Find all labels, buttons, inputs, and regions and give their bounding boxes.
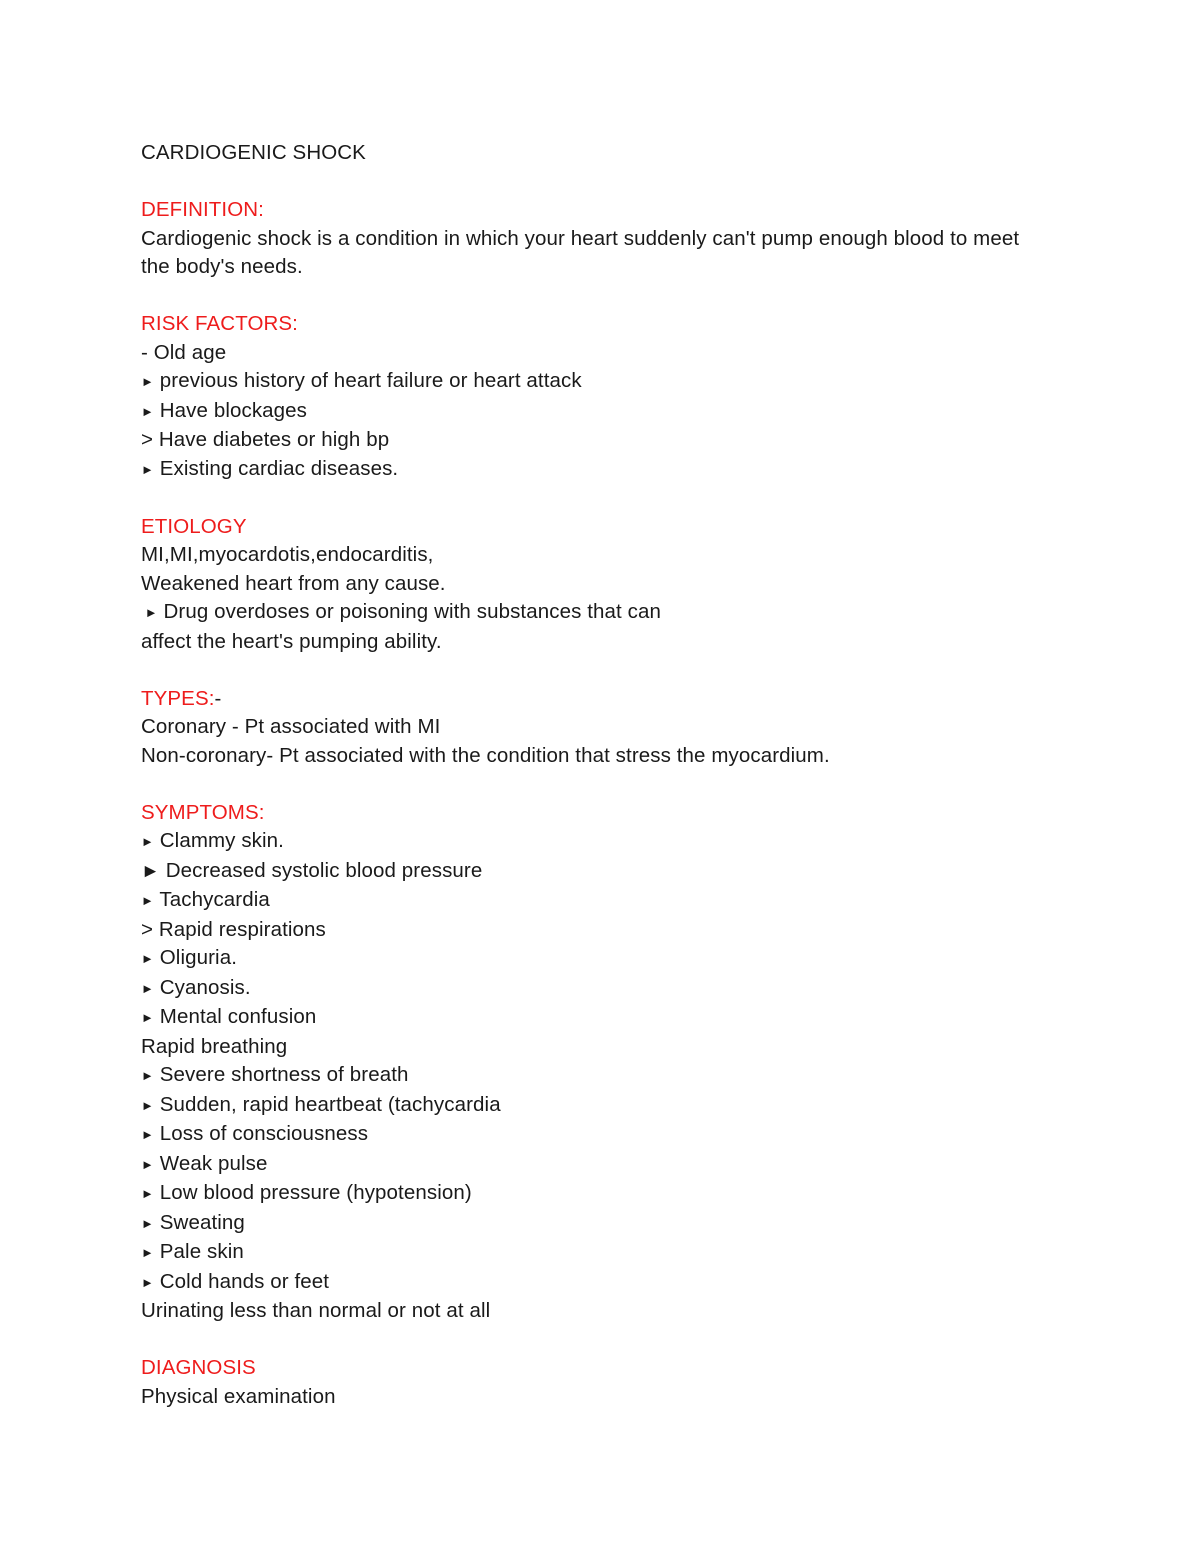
symptom-text: Sudden, rapid heartbeat (tachycardia — [153, 1092, 501, 1116]
symptom-text: Cyanosis. — [153, 975, 251, 999]
types-heading-line — [141, 685, 1101, 714]
types-line: Non-coronary- Pt associated with the condition that stress the myocardium. — [141, 743, 830, 767]
symptom-item — [141, 886, 1101, 916]
triangle-bullet-icon: ► — [141, 374, 154, 389]
definition-heading: DEFINITION: — [141, 198, 264, 221]
symptom-item — [141, 916, 1101, 945]
symptom-item — [141, 1091, 1101, 1121]
triangle-bullet-icon: ► — [141, 893, 154, 908]
triangle-bullet-icon: ► — [141, 605, 158, 620]
triangle-bullet-icon: ► — [141, 1215, 154, 1231]
symptom-text: Clammy skin. — [153, 829, 284, 852]
symptom-item — [141, 1120, 1101, 1150]
symptom-text: Rapid breathing — [141, 1034, 288, 1058]
diagnosis-heading: DIAGNOSIS — [141, 1356, 256, 1379]
symptom-text: Tachycardia — [153, 888, 270, 911]
symptom-item — [141, 827, 1101, 857]
etiology-line: Weakened heart from any cause. — [141, 571, 446, 595]
symptom-text: Rapid respirations — [153, 917, 326, 941]
symptom-text: Weak pulse — [153, 1151, 268, 1175]
triangle-bullet-icon: ► — [141, 1068, 154, 1083]
triangle-bullet-icon: ► — [141, 403, 154, 419]
symptom-item — [141, 1297, 1101, 1326]
etiology-line: MI,MI,myocardotis,endocarditis, — [141, 543, 434, 566]
triangle-bullet-icon: ► — [141, 1127, 154, 1142]
triangle-bullet-icon: ► — [141, 1010, 154, 1025]
symptom-text: Urinating less than normal or not at all — [141, 1299, 491, 1322]
triangle-bullet-icon: ► — [141, 1156, 154, 1172]
symptom-item — [141, 974, 1101, 1004]
document-page — [141, 139, 1101, 1411]
triangle-bullet-icon: ► — [141, 951, 154, 966]
etiology-line: ► Drug overdoses or poisoning with substances that can — [141, 600, 661, 623]
types-heading: TYPES: — [141, 686, 215, 710]
chevron-bullet-icon: > — [141, 428, 154, 451]
types-heading-suffix: - — [214, 686, 222, 710]
definition-line: Cardiogenic shock is a condition in which your heart suddenly can't pump enough blood to meet — [141, 226, 1020, 250]
symptom-text: Sweating — [153, 1210, 245, 1234]
risk-factors-heading: RISK FACTORS: — [141, 312, 298, 335]
etiology-line: affect the heart's pumping ability. — [141, 629, 442, 653]
risk-factor-item: ► Existing cardiac diseases. — [141, 456, 399, 480]
triangle-bullet-icon: ► — [141, 1245, 154, 1260]
symptom-text: Low blood pressure (hypotension) — [153, 1181, 472, 1204]
triangle-bullet-icon: ► — [141, 834, 154, 849]
symptom-item — [141, 1268, 1101, 1298]
symptoms-list — [141, 827, 1101, 1326]
diagnosis-line: Physical examination — [141, 1384, 336, 1408]
risk-factor-item: > Have diabetes or high bp — [141, 428, 390, 451]
symptom-item — [141, 1238, 1101, 1268]
symptom-text: Severe shortness of breath — [153, 1063, 409, 1086]
symptom-item — [141, 1061, 1101, 1091]
symptoms-heading: SYMPTOMS: — [141, 800, 265, 824]
dash-marker: - — [141, 340, 148, 364]
risk-factor-item: - Old age — [141, 340, 227, 364]
triangle-bullet-icon: ► — [141, 1186, 154, 1201]
symptom-item — [141, 1033, 1101, 1062]
symptom-text: Oliguria. — [153, 946, 237, 969]
symptom-item — [141, 1003, 1101, 1033]
symptom-text: Mental confusion — [153, 1005, 317, 1028]
document-title: CARDIOGENIC SHOCK — [141, 141, 366, 164]
etiology-heading: ETIOLOGY — [141, 514, 247, 538]
symptom-item — [141, 857, 1101, 887]
types-line: Coronary - Pt associated with MI — [141, 715, 441, 738]
symptom-text: Cold hands or feet — [153, 1269, 330, 1293]
risk-factor-item: ► previous history of heart failure or heart attack — [141, 369, 582, 392]
triangle-bullet-icon: ► — [141, 860, 160, 882]
triangle-bullet-icon: ► — [141, 1274, 154, 1290]
symptom-text: Pale skin — [153, 1240, 244, 1263]
triangle-bullet-icon: ► — [141, 461, 154, 477]
triangle-bullet-icon: ► — [141, 980, 154, 996]
symptom-item — [141, 1179, 1101, 1209]
symptom-text: Decreased systolic blood pressure — [159, 858, 483, 882]
triangle-bullet-icon: ► — [141, 1097, 154, 1113]
risk-factor-item: ► Have blockages — [141, 398, 308, 422]
symptom-text: Loss of consciousness — [153, 1122, 369, 1145]
symptom-item — [141, 1150, 1101, 1180]
symptom-item — [141, 944, 1101, 974]
definition-line: the body's needs. — [141, 255, 303, 278]
chevron-bullet-icon: > — [141, 917, 154, 941]
symptom-item — [141, 1209, 1101, 1239]
